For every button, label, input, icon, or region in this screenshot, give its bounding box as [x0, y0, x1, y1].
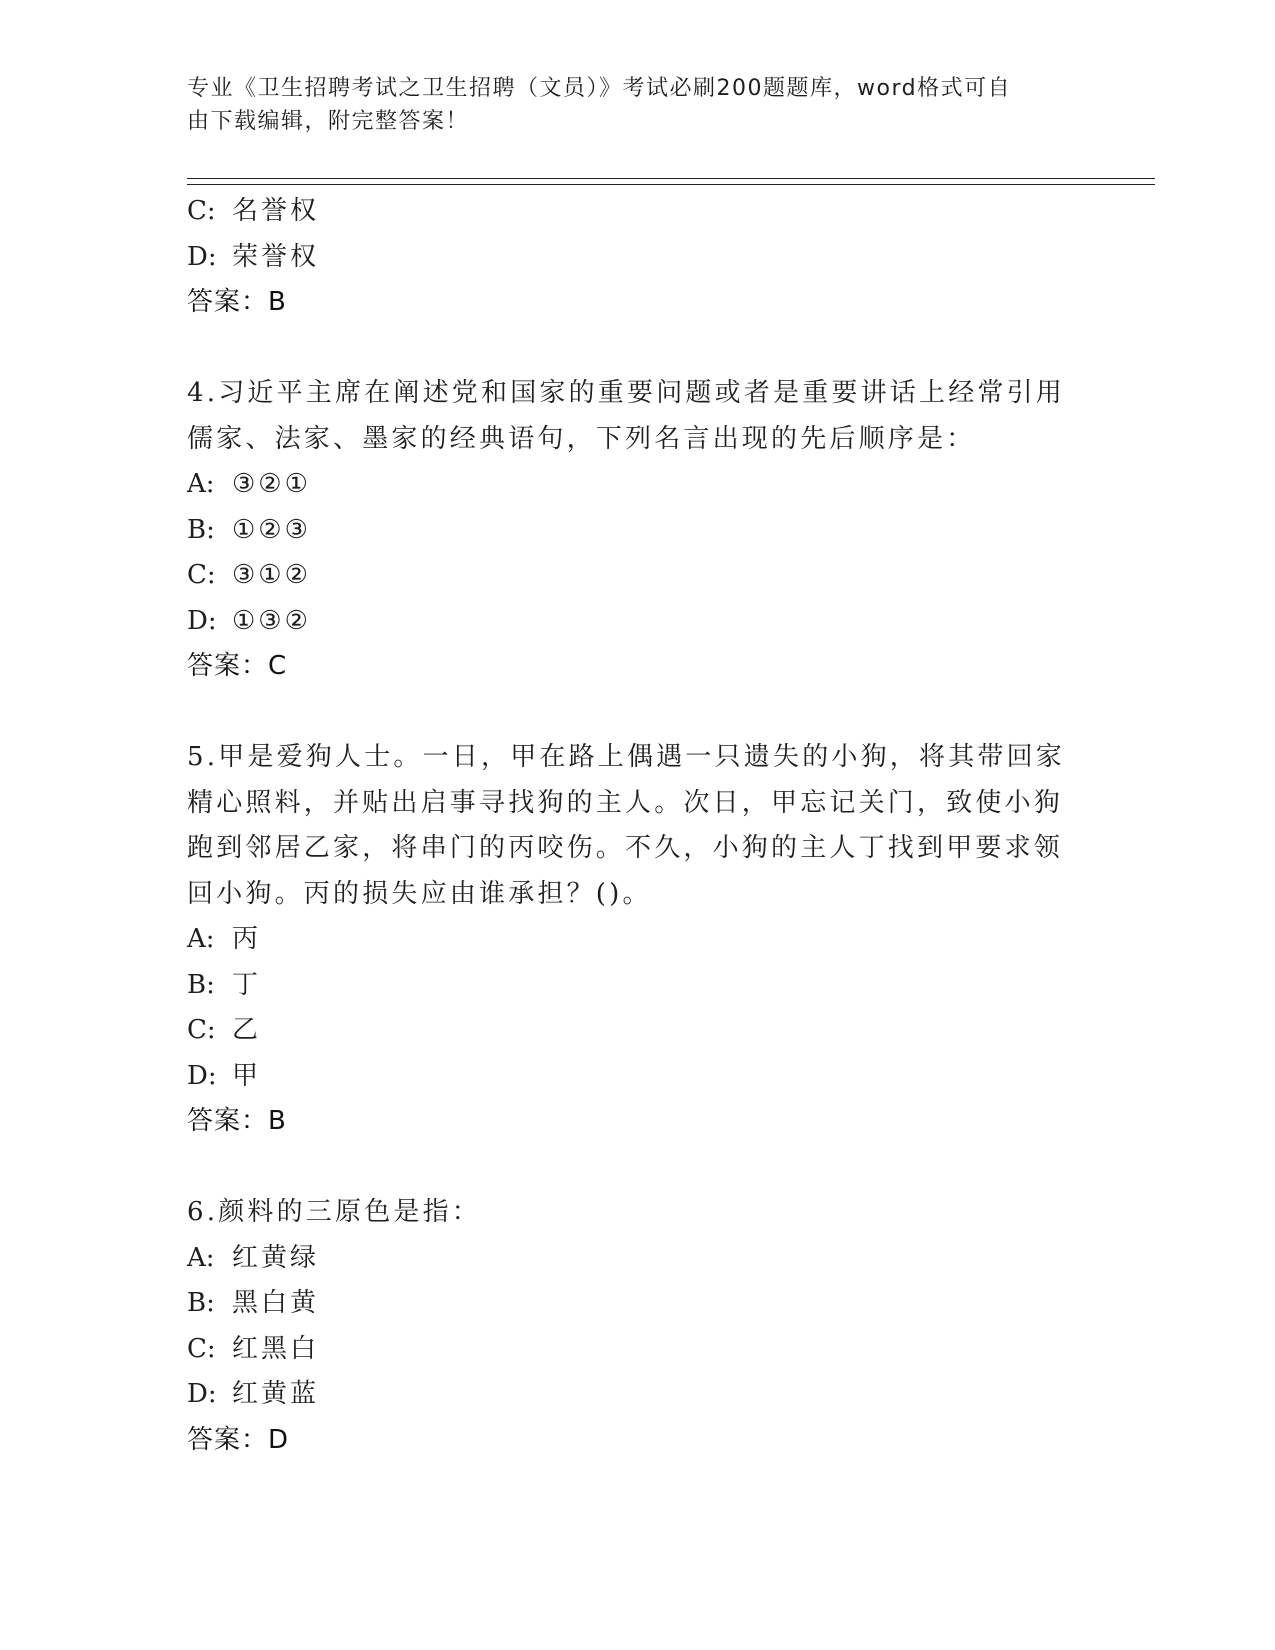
question-5: [187, 735, 1087, 1145]
option-key: D:: [187, 241, 217, 272]
option-text: ③②①: [232, 469, 311, 499]
answer-line: 答案：C: [187, 651, 288, 681]
option-c: [187, 1327, 1087, 1373]
option-text: 红黄蓝: [232, 1379, 320, 1409]
option-a: [187, 917, 1087, 963]
option-text: ③①②: [232, 560, 311, 590]
option-key: C:: [187, 1333, 216, 1364]
question-line: 6.颜料的三原色是指：: [187, 1197, 482, 1227]
document-header: [187, 72, 1067, 138]
header-divider-bottom: [187, 184, 1155, 185]
spacer: [187, 1145, 1087, 1191]
option-key: D:: [187, 1060, 217, 1091]
question-line: 4.习近平主席在阐述党和国家的重要问题或者是重要讲话上经常引用: [187, 378, 1066, 408]
option-b: [187, 963, 1087, 1009]
option-key: C:: [187, 1015, 216, 1045]
header-line-1: 专业《卫生招聘考试之卫生招聘（文员）》考试必刷200题题库，word格式可自: [187, 76, 1012, 101]
option-c: [187, 1008, 1087, 1054]
option-text: ①②③: [232, 514, 311, 545]
option-text: 红黄绿: [232, 1242, 320, 1273]
question-text: [187, 1190, 1087, 1236]
option-key: B:: [187, 1288, 215, 1318]
question-line: 儒家、法家、墨家的经典语句，下列名言出现的先后顺序是：: [187, 423, 976, 454]
option-b: [187, 1281, 1087, 1327]
option-key: D:: [187, 1379, 217, 1409]
option-text: 荣誉权: [232, 241, 320, 272]
answer-line: 答案：B: [187, 287, 287, 317]
spacer: [187, 690, 1087, 736]
option-text: 丙: [232, 924, 262, 954]
answer-line: 答案：B: [187, 1106, 287, 1136]
header-line-2: 由下载编辑，附完整答案！: [187, 109, 470, 134]
option-text: ①③②: [232, 605, 311, 636]
question-line: 跑到邻居乙家，将串门的丙咬伤。不久，小狗的主人丁找到甲要求领: [187, 833, 1064, 863]
question-6: [187, 1190, 1087, 1463]
option-key: B:: [187, 514, 215, 545]
question-3-continued: [187, 189, 1087, 326]
answer-line: 答案：D: [187, 1424, 290, 1455]
option-text: 乙: [232, 1015, 262, 1045]
option-d: [187, 1054, 1087, 1100]
option-key: B:: [187, 969, 215, 1000]
spacer: [187, 326, 1087, 372]
option-key: A:: [187, 469, 215, 499]
question-text: [187, 735, 1087, 917]
option-key: A:: [187, 1242, 215, 1273]
option-key: C:: [187, 560, 216, 590]
question-text: [187, 371, 1087, 462]
option-text: 名誉权: [232, 196, 320, 226]
option-c: [187, 189, 1087, 235]
option-key: D:: [187, 605, 217, 636]
question-4: [187, 371, 1087, 690]
header-divider-top: [187, 178, 1155, 179]
option-d: [187, 235, 1087, 281]
option-a: [187, 1236, 1087, 1282]
option-text: 黑白黄: [232, 1288, 320, 1318]
question-list: [187, 189, 1087, 1463]
option-d: [187, 1372, 1087, 1418]
option-a: [187, 462, 1087, 508]
option-key: A:: [187, 924, 215, 954]
option-text: 红黑白: [232, 1333, 320, 1364]
option-c: [187, 553, 1087, 599]
option-key: C:: [187, 196, 216, 226]
option-b: [187, 508, 1087, 554]
question-line: 5.甲是爱狗人士。一日，甲在路上偶遇一只遗失的小狗，将其带回家: [187, 742, 1066, 772]
option-d: [187, 599, 1087, 645]
question-line: 精心照料，并贴出启事寻找狗的主人。次日，甲忘记关门，致使小狗: [187, 787, 1064, 818]
question-line: 回小狗。丙的损失应由谁承担？()。: [187, 878, 652, 909]
option-text: 丁: [232, 969, 262, 1000]
option-text: 甲: [232, 1060, 262, 1091]
